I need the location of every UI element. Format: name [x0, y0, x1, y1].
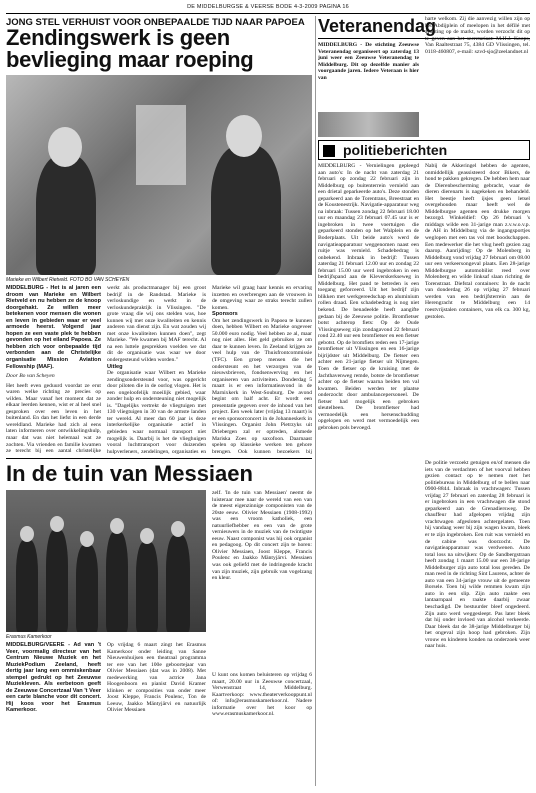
article2-body-3: zelf. 'In de tuin van Messiaen' neemt de luisteraar mee naar de wereld van een van de meest eigenzinnige componisten van de 20ste eeuw. Olivier Messiaen (1908-1992) was een vroom katholiek, een natuurliefhebber en een van de grote vernieuwers in de muziek van de twintigste eeuw. Naast componist was hij ook organist en pedagoog. Op dit concert zijn te horen: Olivier Messiaen, Joost Kleppe, Francis Poulenc en Jaakko Mäntyjärvi. Messiaen was ook geliefd met de indringende kracht van zijn muziek, zijn gebruik van vogelzang en kleur.: [212, 490, 312, 582]
article1-title: Zendingswerk is geen bevlieging maar roeping: [6, 25, 254, 72]
article1-subhead-sponsors: Sponsors: [212, 311, 238, 318]
article2-column-2: [107, 642, 206, 784]
veteranendag-title: Veteranendag: [318, 16, 437, 36]
article1-body-2: werkt als productmanager bij een groot bedrijf in de Randstad. Marieke is verloskundige en werkt in de verloskundepraktijk in Vlissingen. "De grote vraag die wij ons stelden was, hoe kunnen wij met onze kwaliteiten en kennis anderen van dienst zijn. En wat zouden wij met onze kwaliteiten kunnen doen", zegt Marieke. "We kwamen bij MAF terecht. Al na een luttele gesprekken voelden we dat dit de organisatie was waar we door ondergesteund wilden worden.": [107, 285, 206, 364]
article1-column-1: [6, 285, 101, 455]
politie-banner: [318, 140, 530, 160]
article1-body-2b: De organisatie waar Wilbert en Marieke zendingsondersteund voor, was opgericht door piloten die in de oorlog vlogen. Het is een ongeloofelijk moeilijk gebied, waar zonder hulp en ondersteuning niet mogelijk is. "Dagelijks vertrekt de vliegtuigen met 130 vliegtuigen in 30 van de armste landen ter wereld. Al meer dan 60 jaar is deze interkerkelijke organisatie actief in gebieden waar normaal transport niet mogelijk is. Daarbij is het de vlieghuigen vooral luchttransport voor duizenden hulpverleners, zendelingen, organisaties en: [107, 370, 206, 455]
article1-subhead-uitleg: Uitleg: [107, 363, 123, 370]
veteranendag-column-1: [318, 42, 419, 112]
article2-body-4: U kunt ons komen beluisteren op vrijdag 6 maart, 20.00 uur in Zeeuwse concertzaal, Verwenstraat 14, Middelburg. Kaartverkoop: www.theaterverkooppunt.nl of: info@erasmuskamerkoor.nl. Nadere informatie over het koor op www.erasmuskamerkoor.nl.: [212, 672, 312, 718]
article1-caption: Marieke en Wilbert Rietveld. FOTO BO VAN SCHEYEN: [6, 277, 130, 283]
article2-column-3: [212, 490, 312, 670]
article2-title: In de tuin van Messiaen: [6, 461, 253, 486]
article2-caption: Erasmus Kamerkoor: [6, 634, 52, 640]
article1-column-2: [107, 285, 206, 455]
banner-square-icon: [323, 145, 335, 157]
politie-body-3: De politie verzoekt getuigen en/of mensen die iets van de verdachten of het voorval hebben gezien contact op te nemen met het politiebureau in Middelburg of te bellen naar 0900-8844. Inbraak in vrachtwagen: Tussen vrijdag 27 februari en zaterdag 28 februari is er ingebroken in een vrachtwagen die stond geparkeerd aan de Grenadiersweg. De chauffeur had afgelopen vrijdag zijn vrachtwagen afgesloten achtergelaten. Toen hij vandaag weer bij zijn wagen kwam, bleek er te zijn ingebroken. Een ruit was vernield en de cabine was doorzocht. De navigatieapparatuur was verdwenen. Auto total loss na uitwijken: Op de Sandbergstraan heeft zondag 1 maart 15.00 uur een 38-jarige Middelburger zijn auto total loss gereden. De man reed in de richting Sint Laurens, achter de auto van een 34-jarige vrouw uit de gemeente Borsele. Toen hij wilde remmen kwam zijn auto in een slip. Zijn auto raakte een lantaarnpaal en raakte daarbij zwaar beschadigd. De bestuurder bleef ongedeerd. Zijn auto werd weggesleept. Pas later bleek dat hij onder invloed van alcohol verkeerde. Daar bleek dat de 38-jarige Middelburger bij het ongeval zijn hoop had gebroken. Zijn vrouw en kinderen konden na onderzoek weer naar huis.: [425, 460, 530, 650]
veteranendag-column-2: [425, 16, 530, 136]
article2-column-1: [6, 642, 101, 784]
veteranendag-photo: [318, 112, 419, 137]
politie-title: politieberichten: [343, 142, 448, 158]
article1-body-3: Marieke wil graag haar kennis en ervaring inzetten en overbrengen aan de vrouwen in de omgeving waar ze straks terecht zullen komen.: [212, 285, 312, 311]
article2-lead: MIDDELBURG/VEERE - Ad van 't Veer, voormalig directeur van het Centrum Nieuwe Muziek en het MuziekPodium Zeeland, heeft dertig jaar lang een ommiskenbaar stempel gedrukt op het Zeeuwse Muziekleven. Als eerbetoon geeft de Zeeuwse Concertzaal Van 't Veer een carte blanche voor dit concert. Hij koos voor het Erasmus Kamerkoor.: [6, 642, 101, 714]
article1-photo: [6, 75, 312, 275]
veteranendag-body-1: MIDDELBURG - De stichting Zeeuwse Veteranendag organiseert op zaterdag 13 juni weer een Zeeuwse Veteranendag te Middelburg. Dit op dezelfde manier als voorgaande jaren. Iedere Veteraan is hier van: [318, 42, 419, 81]
article1-kicker: JONG STEL VERHUIST VOOR ONBEPAALDE TIJD NAAR PAPOEA: [6, 17, 305, 28]
article2-column-4: [212, 672, 312, 784]
article1-body-1: Het heeft even geduurd voordat ze erut waren welke richting ze precies op wilden. Maar vanaf het moment dat ze elkaar leerden kennen, wist er al heel snel gesproken over een leven in het buitenland. En dan het liefst in een derde wereldland. Marieke had zich al eens laten informeren over ontwikkelingshulp, maar dat was niet helemaal wat ze zochten. Via vrienden en familie kwamen ze terecht bij een aantal christelijke: [6, 382, 101, 455]
politie-body-2: Nabij de Akkeringel hebben de agenten, onmiddellijk geassisteerd door Bikers, de hond te pakken gekregen. De hebben hem naar de Dierenbescherming gebracht, waar de dieren dierenarts is nagekeken en behandeld. Het beestje heeft ijsjes geen letsel overgehouden maar heeft wel de Middelburgse agenten een drukke morgen bezorgd. Winkeldief: Op 26 februari 's middags wilde een 31-jarige man z.v.w.o.v.p. de AH in Middelburg via de ingangsportjes weglopen met een tas vol met boodschappen. Een medewerker die het vlug heeft gezien zag daarop. Aanrijding: Op de Molenberg in Middelburg vond vrijdag 27 februari om 08.00 uur een verkeersongeval plaats. Een 28-jarige Middelburgse automobilist reed over Molenberg en wilde linksaf slaan richting de Torenstraat. Diefstal containers: In de nacht van donderdag 26 op vrijdag 27 februari werden van een bedrijfsterrein aan de Herengracht te Middelburg een 14 roestvrijstalen containers, van elk ca. 300 kg, gestolen.: [425, 163, 530, 320]
politie-column-2: [425, 163, 530, 458]
politie-column-3: [425, 460, 530, 783]
article1-body-3b: Om het zendingswerk in Papoea te kunnen doen, hebben Wilbert en Marieke ongeveer 50.000 euro nodig. Veel hebben ze al, maar nog niet alles. Het geld gebruiken ze om daar te kunnen leven. In Zeeland krijgen ze veel hulp van de Thuisfrontcommissie (TFC). Een groep mensen die het ondersteunt en het verzorgen van de nieuwsbrieven, fondsenwerving en het organiseren van activiteiten. Donderdag 5 maart is er een informatieavond in de Marnixkerk in West-Souburg. De avond begint om half acht. Er wordt een presentatie gegeven over de inhoud van het project. Een week later (vrijdag 13 maart) is er een sponsorconcert in de Johanneskerk in Vlissingen. Organist John Pietrzyks uit Driebergen zal er optreden, alsmede Mariska Zoes op saxofoon. Daarnaast spelen op klassieke werken ten gehore brengen. Ook kunnen bezoekers bij: [212, 317, 312, 455]
masthead: DE MIDDELBURGSE & VEERSE BODE 4-3-2009 PAGINA 16: [6, 4, 530, 14]
article2-photo: [6, 490, 206, 632]
article1-lead: MIDDELBURG - Het is al jaren een droom van Marieke en Wilbert Rietveld en nu hebben ze de knoop doorgehakt. Ze willen meer betekenen voor mensen die wonen en leven in gebieden waar er veel armoede heerst. Volgend jaar hopen ze een vaste plek te hebben gevonden op het eiland Papoea. Ze hebben zich voor onbepaalde tijd verbonden aan de Christelijke organisatie Mission Aviation Fellowship (MAF).: [6, 285, 101, 370]
politie-body-1: MIDDELBURG - Vernielingen gepleegd aan auto's: In de nacht van zaterdag 21 februari op zondag 22 februari zijn in Middelburg op buitenterrein vernield aan een drietal geparkeerde auto's. Deze stonden geparkeerd aan de Torentrans, Breestraat en de Koustenestrijk. Navigatie-apparatuur weg na inbraak: Tussen zondag 22 februari 18.00 uur en maandag 23 februari 07.45 uur is er ingebroken in twee voertuigen die geparkeerd stonden op het Walplein en de Boderplaats. Uit beide auto's werd de navigatieapparatuur weggenomen naast een ruitje was vernield. Schadebedrag is onbekend. Inbraak in bedrijf: Tussen zaterdag 21 februari 12.00 uur en zondag 22 februari 15.00 uur werd ingebroken in een bedrijfspand aan de Kleverskerkseweg in Middelburg. Het pand te betreden is een toegang geforceerd. Uit het bedrijf zijn blikken met werkgereedschap en aluminium rollen draad. Een schadebedrag is nog niet bekend. De benadeelde heeft aangifte gedaan bij de Zeeuwse politie. Bromfietser botst achterop fiets: Op de Oude Vlissingseweg zijn zondagavond 22 februari rond 22.40 uur een bromfietser en een fietser gebotst. Op de bromfiets reden een 17-jarige bromfietser uit Vlissingen en een 16-jarige bijrijdster uit Middelburg. De fietser een achter een 21-jarige fietser uit Nijmegen. Toen de fietser op de kruising met de Jachthavenweg remde, botste de bromfietser achter op de fietser waarna beiden ten val kwamen. Beiden werden ter plaatse onderzocht door ambulancepersoneel. De fietser had mogelijk een gebroken sleutelbeen. De bromfietser had vermoedelijk een hersenschudding opgelopen en werd met vermoedelijk een gebroken pols bevoegd.: [318, 163, 419, 431]
article2-body-2: Op vrijdag 6 maart zingt het Erasmus Kamerkoor onder leiding van Sanne Nieuwenhuijsen een theatraal programma ter ere van het 100e geboortejaar van Olivier Messiaen (dat was in 2008). Met medewerking van actrice Jana Hoogenboom en pianist David Kramer klinken er composities van onder meer Joost Kleppe, Francis Poulenc, Ton de Leeuw, Jaakko Mäntyjärvi en natuurlijk Olivier Messiaen: [107, 642, 206, 714]
article1-column-3: [212, 285, 312, 455]
veteranendag-body-2: harte welkom. Zij die aanvezig willen zijn op het Abdijplein of meelopen in het défilé met aftuiting op de markt, worden verzocht dit op te geven aan het secretariaat: M.H.J. Koops, Van Raaltestraat 75, 4384 GD Vlissingen, tel. 0118-460807, e-mail: szvd-sjo@zeelandnet.nl: [425, 16, 530, 55]
article1-byline: Door Bo van Scheyen: [6, 373, 55, 380]
politie-column-1: [318, 163, 419, 783]
